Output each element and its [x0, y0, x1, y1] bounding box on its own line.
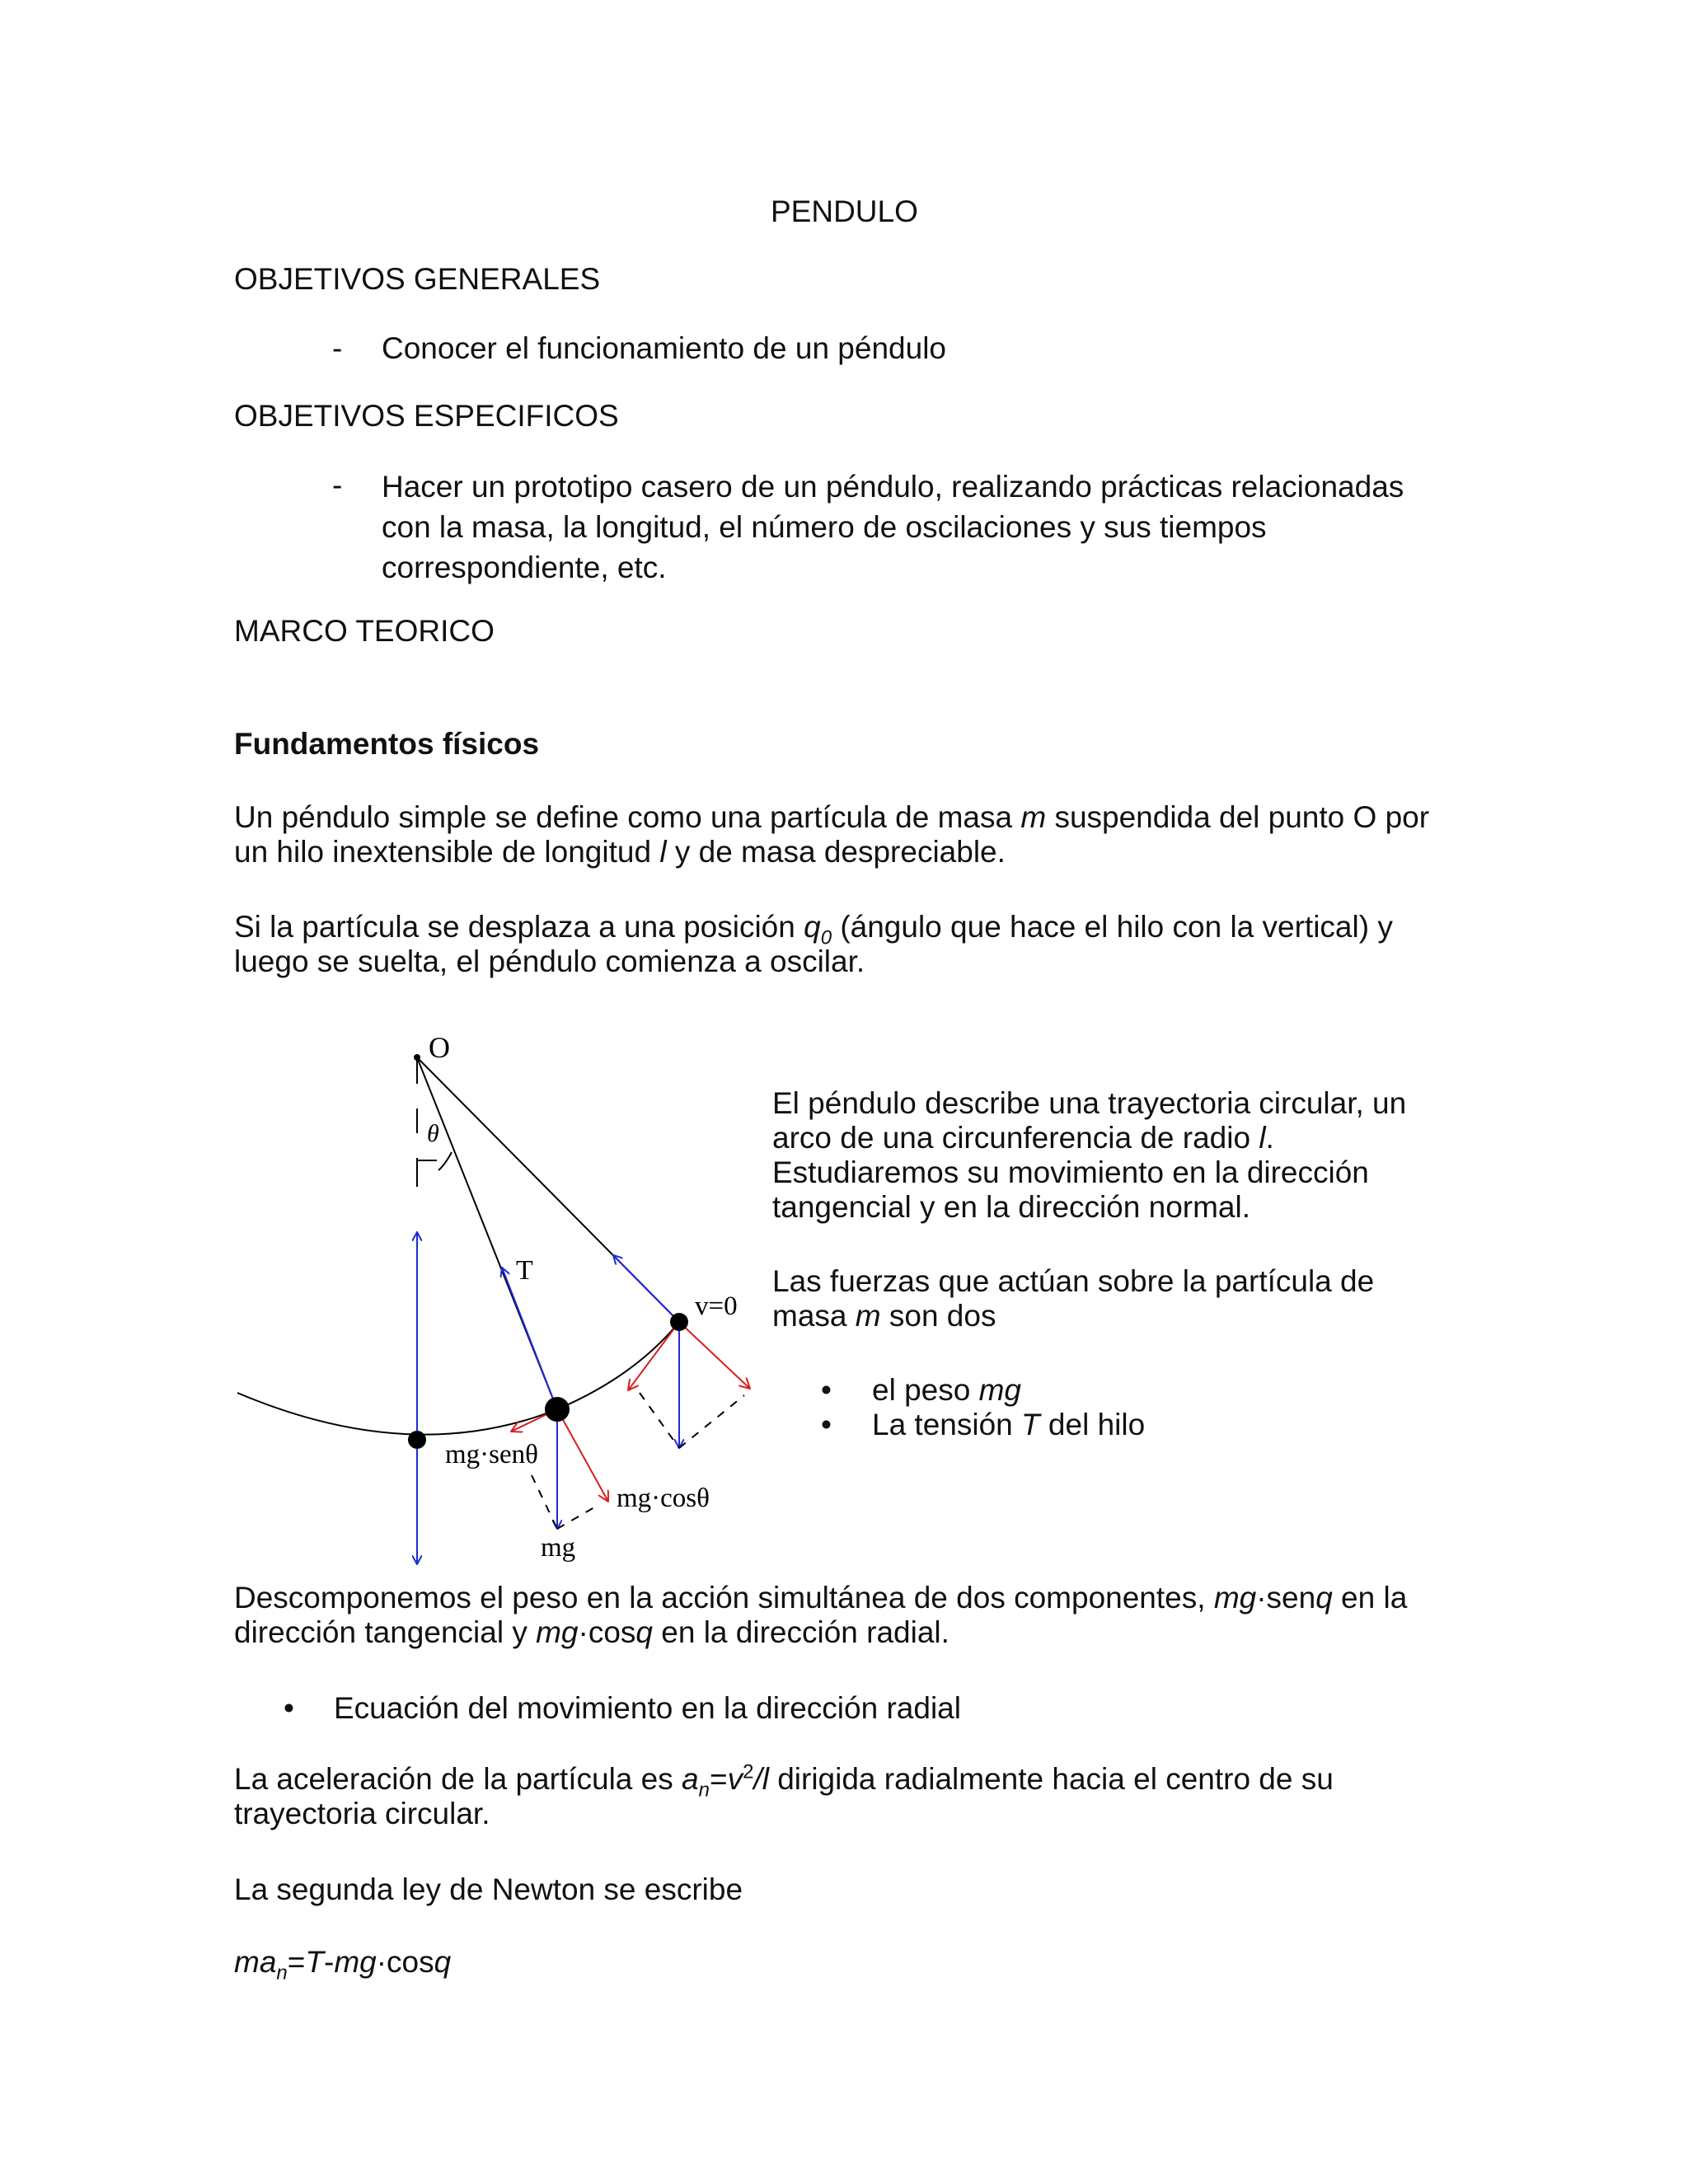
var-t: T: [1021, 1408, 1040, 1441]
list-dash: -: [332, 468, 343, 502]
paragraph-aceleracion: [234, 1762, 1334, 1831]
var-mg: mg: [536, 1615, 579, 1649]
text: arco de una circunferencia de radio: [772, 1121, 1259, 1155]
text: =: [287, 1945, 306, 1979]
text-line: trayectoria circular.: [234, 1797, 490, 1830]
var-m: m: [855, 1299, 881, 1333]
var-l: l: [1259, 1121, 1266, 1155]
bullet-dot: •: [821, 1373, 832, 1407]
subscript-n: n: [276, 1961, 288, 1985]
label-theta: θ: [427, 1120, 439, 1147]
text: .: [1265, 1121, 1274, 1155]
trajectory-arc: [237, 1322, 679, 1435]
var-v: v: [727, 1762, 743, 1796]
side-paragraph-trayectoria: [772, 1086, 1406, 1225]
text: (ángulo que hace el hilo con la vertical) y: [832, 910, 1393, 944]
label-t: T: [516, 1255, 533, 1286]
text: suspendida del punto O por: [1046, 800, 1430, 834]
bullet-peso: [872, 1373, 1021, 1408]
text: en la dirección radial.: [653, 1615, 950, 1649]
subscript-0: 0: [820, 926, 832, 949]
mass-particle: [545, 1397, 570, 1422]
bullet-dot: •: [821, 1408, 832, 1441]
text-line: El péndulo describe una trayectoria circular, un: [772, 1086, 1407, 1120]
text: -: [323, 1945, 335, 1979]
text: Descomponemos el peso en la acción simultánea de dos componentes,: [234, 1581, 1214, 1615]
extreme-tangent-arrow: [628, 1322, 679, 1390]
side-paragraph-fuerzas: [772, 1264, 1374, 1333]
text: del hilo: [1039, 1408, 1146, 1441]
bullet-dot: •: [284, 1691, 294, 1725]
subscript-n: n: [698, 1779, 710, 1802]
marco-teorico-heading: MARCO TEORICO: [234, 614, 495, 648]
list-dash: -: [332, 331, 343, 365]
superscript-2: 2: [743, 1760, 754, 1783]
mass-extreme: [670, 1313, 688, 1331]
label-mg: mg: [541, 1533, 576, 1563]
label-v0: v=0: [695, 1291, 738, 1321]
var-l: /l: [753, 1762, 769, 1796]
text: Si la partícula se desplaza a una posición: [234, 910, 804, 944]
tension-arrow: [502, 1268, 557, 1409]
bullet-ecuacion: Ecuación del movimiento en la dirección radial: [334, 1691, 961, 1725]
var-a: a: [682, 1762, 699, 1796]
text: y de masa despreciable.: [666, 835, 1006, 869]
text-line: Estudiaremos su movimiento en la dirección: [772, 1155, 1369, 1189]
text: masa: [772, 1299, 856, 1333]
var-mg: mg: [1213, 1581, 1257, 1615]
text: La aceleración de la partícula es: [234, 1762, 682, 1796]
extreme-tension-arrow: [613, 1255, 679, 1322]
bullet-tension: [872, 1408, 1145, 1443]
var-q: q: [434, 1945, 452, 1979]
paragraph-descomponemos: [234, 1581, 1407, 1650]
text: ·cos: [578, 1615, 636, 1649]
var-ma: ma: [234, 1945, 277, 1979]
var-mg: mg: [334, 1945, 377, 1979]
formula: [234, 1945, 452, 1985]
var-q: q: [804, 910, 821, 944]
fundamentos-heading: Fundamentos físicos: [234, 727, 540, 761]
extreme-radial-arrow: [679, 1322, 750, 1389]
var-m: m: [1020, 800, 1047, 834]
var-l: l: [659, 835, 667, 869]
text: en la: [1332, 1581, 1408, 1615]
text: son dos: [880, 1299, 996, 1333]
objetivo-general-item: Conocer el funcionamiento de un péndulo: [382, 331, 946, 365]
objetivos-especificos-heading: OBJETIVOS ESPECIFICOS: [234, 399, 619, 433]
text: Un péndulo simple se define como una partícula de masa: [234, 800, 1021, 834]
var-mg: mg: [978, 1373, 1021, 1407]
label-o: O: [429, 1031, 450, 1064]
pivot-point: [414, 1054, 420, 1061]
objetivos-generales-heading: OBJETIVOS GENERALES: [234, 262, 601, 296]
text: el peso: [872, 1373, 979, 1407]
text: un hilo inextensible de longitud: [234, 835, 660, 869]
label-mgsen: mg·senθ: [445, 1440, 538, 1469]
text: dirección tangencial y: [234, 1615, 537, 1649]
page-title: PENDULO: [771, 194, 918, 228]
var-q: q: [635, 1615, 653, 1649]
var-q: q: [1315, 1581, 1333, 1615]
text-line: Hacer un prototipo casero de un péndulo, realizando prácticas relacionadas: [382, 470, 1404, 504]
blue-force-arrows: [417, 1232, 679, 1564]
text: ·cos: [376, 1945, 434, 1979]
text-line: luego se suelta, el péndulo comienza a oscilar.: [234, 944, 865, 978]
text-line: Las fuerzas que actúan sobre la partícula de: [772, 1264, 1375, 1298]
text: =: [709, 1762, 728, 1796]
theta-angle-arc: [438, 1152, 452, 1170]
var-t: T: [305, 1945, 324, 1979]
label-mgcos: mg·cosθ: [617, 1483, 710, 1513]
mgcos-arrow: [557, 1409, 608, 1502]
text: La tensión: [872, 1408, 1022, 1441]
newton-text: La segunda ley de Newton se escribe: [234, 1872, 743, 1906]
text-line: correspondiente, etc.: [382, 551, 667, 584]
mass-lowest-point: [408, 1431, 426, 1449]
text: dirigida radialmente hacia el centro de su: [768, 1762, 1334, 1796]
text-line: tangencial y en la dirección normal.: [772, 1190, 1250, 1224]
text-line: con la masa, la longitud, el número de oscilaciones y sus tiempos: [382, 510, 1267, 544]
text: ·sen: [1256, 1581, 1316, 1615]
